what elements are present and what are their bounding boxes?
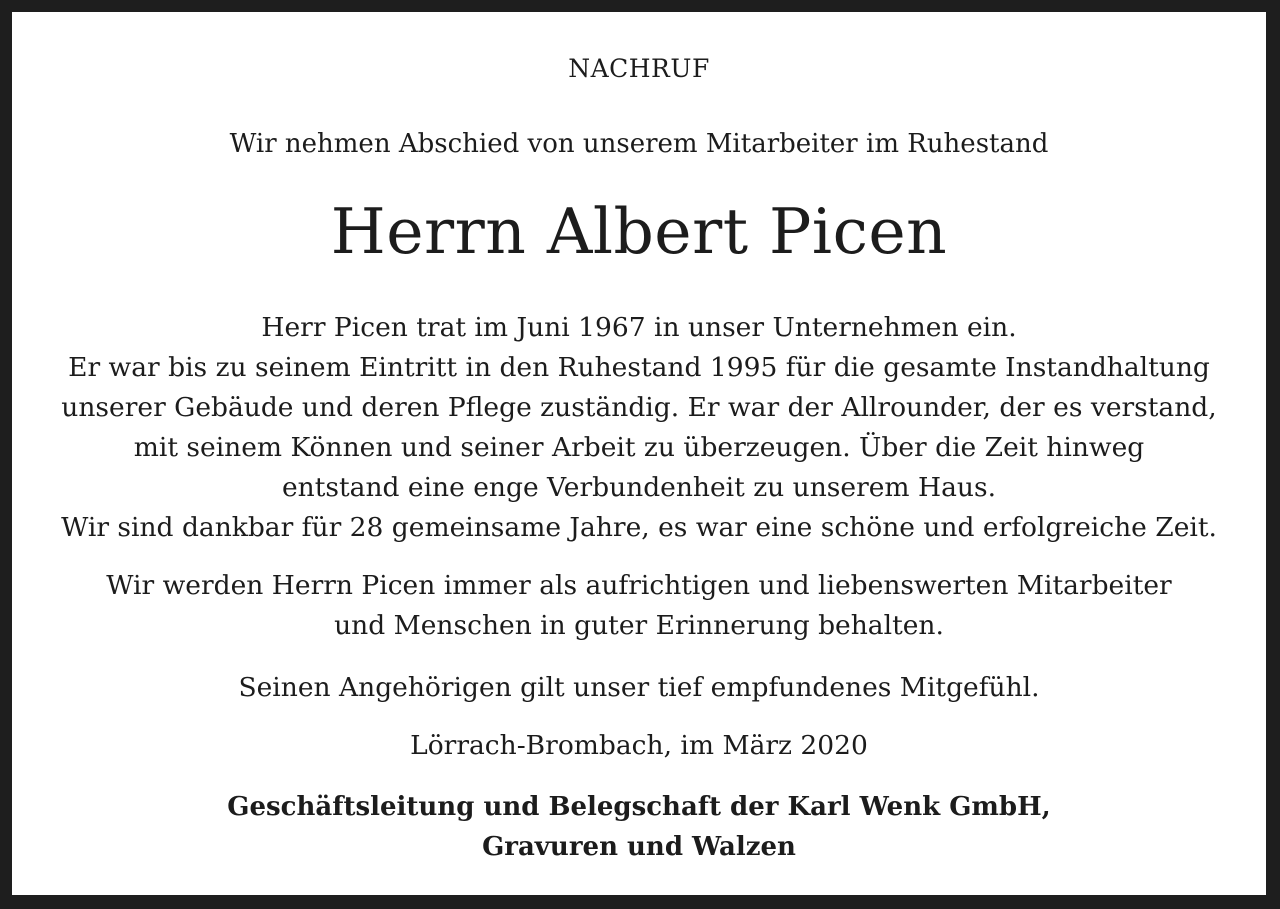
deceased-name: Herrn Albert Picen: [330, 195, 948, 268]
obituary-notice: [12, 12, 1266, 895]
intro-line: Wir nehmen Abschied von unserem Mitarbeiter im Ruhestand: [229, 129, 1049, 159]
body-line: Wir sind dankbar für 28 gemeinsame Jahre, es war eine schöne und erfolgreiche Zeit.: [61, 512, 1217, 543]
body-line: unserer Gebäude und deren Pflege zuständig. Er war der Allrounder, der es verstand,: [61, 392, 1217, 423]
condolence-line: Seinen Angehörigen gilt unser tief empfundenes Mitgefühl.: [238, 672, 1040, 703]
memory-line: und Menschen in guter Erinnerung behalten.: [334, 610, 944, 641]
body-line: Er war bis zu seinem Eintritt in den Ruhestand 1995 für die gesamte Instandhaltung: [68, 352, 1210, 383]
memory-line: Wir werden Herrn Picen immer als aufrichtigen und liebenswerten Mitarbeiter: [106, 570, 1172, 601]
place-date: Lörrach-Brombach, im März 2020: [410, 730, 868, 761]
signature-line: Gravuren und Walzen: [482, 832, 796, 862]
notice-heading: NACHRUF: [568, 54, 710, 83]
signature-line: Geschäftsleitung und Belegschaft der Karl Wenk GmbH,: [227, 792, 1051, 822]
body-line: mit seinem Können und seiner Arbeit zu überzeugen. Über die Zeit hinweg: [133, 432, 1145, 463]
body-line: entstand eine enge Verbundenheit zu unserem Haus.: [282, 472, 996, 503]
body-line: Herr Picen trat im Juni 1967 in unser Unternehmen ein.: [261, 312, 1017, 343]
